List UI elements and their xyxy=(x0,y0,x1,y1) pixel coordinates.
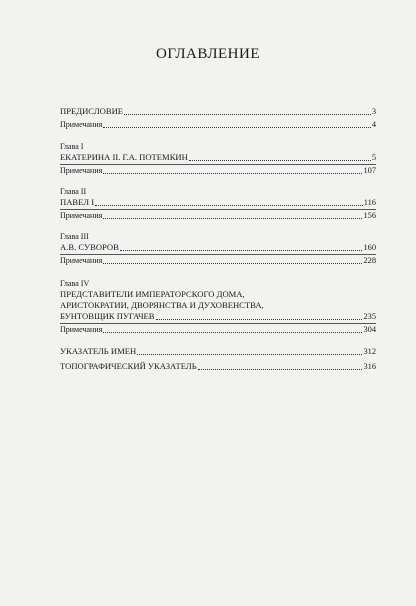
toc-chapter-4 xyxy=(60,279,376,289)
toc-entry-title: ТОПОГРАФИЧЕСКИЙ УКАЗАТЕЛЬ xyxy=(60,361,197,371)
toc-page-number: 316 xyxy=(363,362,376,371)
dot-leader xyxy=(189,160,371,161)
toc-entry-chapter-1-notes[interactable] xyxy=(60,165,376,176)
dot-leader xyxy=(103,332,362,333)
toc-page-number: 312 xyxy=(363,347,376,356)
dot-leader xyxy=(198,369,363,370)
toc-entry-title: ПРЕДИСЛОВИЕ xyxy=(60,106,124,116)
toc-chapter-2 xyxy=(60,187,376,197)
toc-page-number: 4 xyxy=(371,120,376,129)
chapter-label: Глава IV xyxy=(60,279,90,288)
toc-page-number: 156 xyxy=(363,211,376,220)
toc-page-number: 228 xyxy=(363,256,376,265)
dot-leader xyxy=(137,354,362,355)
toc-page-number: 3 xyxy=(371,107,376,116)
toc-entry-title: Примечания xyxy=(60,120,103,129)
toc-chapter-3 xyxy=(60,232,376,242)
toc-entry-title: ЕКАТЕРИНА II. Г.А. ПОТЕМКИН xyxy=(60,152,188,162)
toc-page-number: 304 xyxy=(363,325,376,334)
toc-entry-chapter-4[interactable] xyxy=(60,289,376,325)
toc-page-number: 107 xyxy=(363,166,376,175)
toc-page-number: 116 xyxy=(363,198,376,207)
dot-leader xyxy=(120,250,363,251)
dot-leader xyxy=(103,218,362,219)
chapter-label: Глава II xyxy=(60,187,87,196)
toc-entry-title-line: АРИСТОКРАТИИ, ДВОРЯНСТВА И ДУХОВЕНСТВА, xyxy=(60,300,264,310)
toc-page-number: 235 xyxy=(363,312,376,321)
toc-entry-title: УКАЗАТЕЛЬ ИМЕН xyxy=(60,346,137,356)
toc-entry-preface[interactable] xyxy=(60,106,376,117)
toc-page-number: 160 xyxy=(363,243,376,252)
toc-entry-title: А.В. СУВОРОВ xyxy=(60,242,119,252)
toc-entry-title: ПАВЕЛ I xyxy=(60,197,95,207)
chapter-label: Глава I xyxy=(60,142,84,151)
toc-entry-chapter-4-notes[interactable] xyxy=(60,324,376,335)
toc-entry-names-index[interactable] xyxy=(60,346,376,357)
toc-page-number: 5 xyxy=(371,153,376,162)
dot-leader xyxy=(103,127,371,128)
toc-entry-chapter-2[interactable] xyxy=(60,197,376,211)
dot-leader xyxy=(103,173,362,174)
toc-entry-preface-notes[interactable] xyxy=(60,119,376,130)
toc-entry-chapter-3-notes[interactable] xyxy=(60,255,376,266)
dot-leader xyxy=(156,319,363,320)
toc-entry-chapter-3[interactable] xyxy=(60,242,376,256)
dot-leader xyxy=(124,114,371,115)
chapter-label: Глава III xyxy=(60,232,89,241)
toc-chapter-1 xyxy=(60,142,376,152)
toc-entry-title: Примечания xyxy=(60,256,103,265)
page-title: ОГЛАВЛЕНИЕ xyxy=(156,46,260,62)
toc-entry-title-line: БУНТОВЩИК ПУГАЧЕВ xyxy=(60,311,155,321)
dot-leader xyxy=(95,205,363,206)
toc-entry-topographic-index[interactable] xyxy=(60,361,376,372)
toc-entry-title: Примечания xyxy=(60,166,103,175)
toc-entry-chapter-2-notes[interactable] xyxy=(60,210,376,221)
toc-entry-chapter-1[interactable] xyxy=(60,152,376,166)
toc-entry-title: Примечания xyxy=(60,325,103,334)
toc-entry-title: Примечания xyxy=(60,211,103,220)
toc-entry-title-line: ПРЕДСТАВИТЕЛИ ИМПЕРАТОРСКОГО ДОМА, xyxy=(60,289,245,299)
dot-leader xyxy=(103,263,362,264)
